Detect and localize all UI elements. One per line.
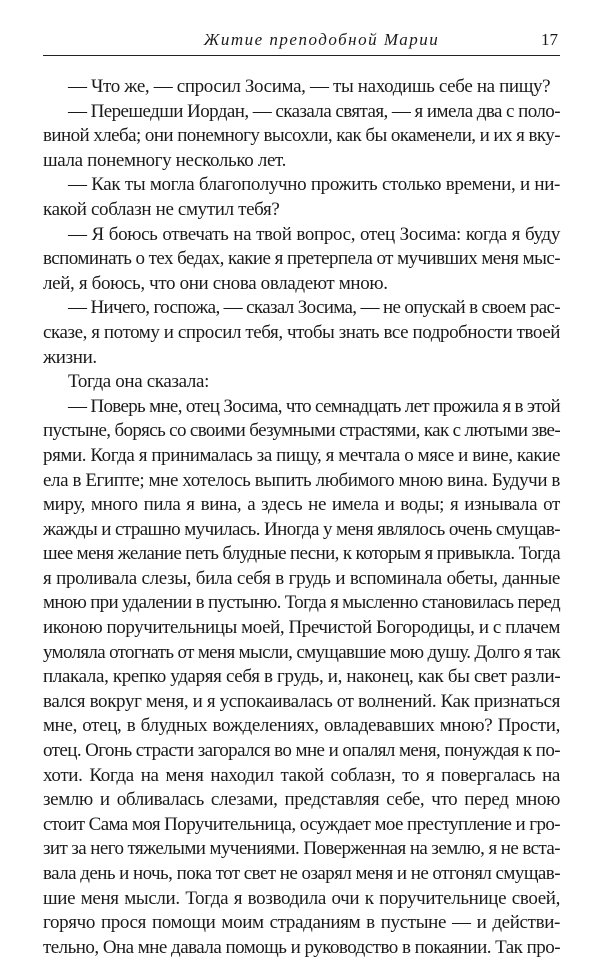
text-line: сказе, я потому и спросил тебя, чтобы знать все подробности твоей	[43, 321, 560, 343]
paragraph	[43, 296, 560, 370]
text-line: — Перешедши Иордан, — сказала святая, — я имела два с поло-	[68, 100, 560, 122]
paragraph	[43, 173, 560, 222]
running-header	[43, 27, 560, 56]
text-line: зит за него тяжелыми мучениями. Поверженная на землю, я не вста-	[43, 838, 560, 860]
text-line: мною при удалении в пустыню. Тогда я мысленно становилась перед	[43, 592, 560, 614]
text-line: шее меня желание петь блудные песни, к которым я привыкла. Тогда	[43, 543, 560, 565]
text-line: хоти. Когда на меня находил такой соблазн, то я повергалась на	[43, 764, 560, 786]
text-line: вался вокруг меня, и я успокаивалась от волнений. Как признаться	[43, 690, 560, 712]
text-line: землю и обливалась слезами, представляя себе, что перед мною	[43, 789, 560, 811]
text-line: — Ничего, госпожа, — сказал Зосима, — не опускай в своем рас-	[68, 297, 560, 319]
text-line: — Поверь мне, отец Зосима, что семнадцать лет прожила я в этой	[68, 395, 560, 417]
text-line: — Что же, — спросил Зосима, — ты находишь себе на пищу?	[68, 76, 551, 97]
paragraph	[43, 395, 560, 960]
text-line: — Как ты могла благополучно прожить столько времени, и ни-	[68, 174, 560, 196]
text-line: — Я боюсь отвечать на твой вопрос, отец Зосима: когда я буду	[68, 223, 560, 245]
text-line: Тогда она сказала:	[68, 371, 210, 393]
paragraph	[43, 100, 560, 174]
running-title: Житие преподобной Марии	[203, 30, 440, 49]
text-line: пустыне, борясь со своими безумными страстями, как с лютыми зве-	[43, 420, 560, 442]
text-line: я проливала слезы, била себя в грудь и вспоминала обеты, данные	[43, 567, 560, 589]
text-line: отец. Огонь страсти загорался во мне и опалял меня, понуждая к по-	[43, 740, 560, 762]
body-text	[43, 75, 560, 960]
text-line: виной хлеба; они понемногу высохли, как бы окаменели, и их я вку-	[43, 125, 560, 147]
text-line: лей, я боюсь, что они снова овладеют мною.	[43, 272, 388, 294]
text-line: шие меня мысли. Тогда я возводила очи к поручительнице своей,	[43, 887, 560, 909]
page-number: 17	[541, 30, 558, 49]
text-line: умоляла отогнать от меня мысли, смущавшие мою душу. Долго я так	[43, 641, 560, 663]
text-line: вала день и ночь, пока тот свет не озарял меня и не отгонял смущав-	[43, 863, 560, 884]
text-line: жажды и страшно мучилась. Иногда у меня являлось очень смущав-	[43, 518, 560, 540]
text-line: миру, много пила я вина, а здесь не имела и воды; я изнывала от	[43, 494, 560, 516]
text-line: шала понемногу несколько лет.	[43, 149, 286, 171]
text-line: вспоминать о тех бедах, какие я претерпела от мучивших меня мыс-	[43, 248, 560, 270]
text-line: иконою поручительницы моей, Пречистой Богородицы, и с плачем	[43, 617, 560, 639]
paragraph	[43, 75, 560, 100]
paragraph	[43, 223, 560, 297]
text-line: стоит Сама моя Поручительница, осуждает мое преступление и гро-	[43, 813, 560, 835]
text-line: рями. Когда я принималась за пищу, я мечтала о мясе и вине, какие	[43, 444, 560, 466]
text-line: ела в Египте; мне хотелось выпить любимого мною вина. Будучи в	[43, 469, 560, 491]
text-line: тельно, Она мне давала помощь и руководство в покаянии. Так про-	[43, 936, 560, 958]
paragraph	[43, 370, 560, 395]
text-line: мне, отец, в блудных вожделениях, овладевавших мною? Прости,	[43, 715, 560, 737]
text-line: какой соблазн не смутил тебя?	[43, 198, 280, 220]
text-line: плакала, крепко ударяя себя в грудь, и, наконец, как бы свет разли-	[43, 666, 561, 688]
text-line: горячо прося помощи моим страданиям в пустыне — и действи-	[43, 912, 560, 934]
text-line: жизни.	[43, 346, 97, 368]
